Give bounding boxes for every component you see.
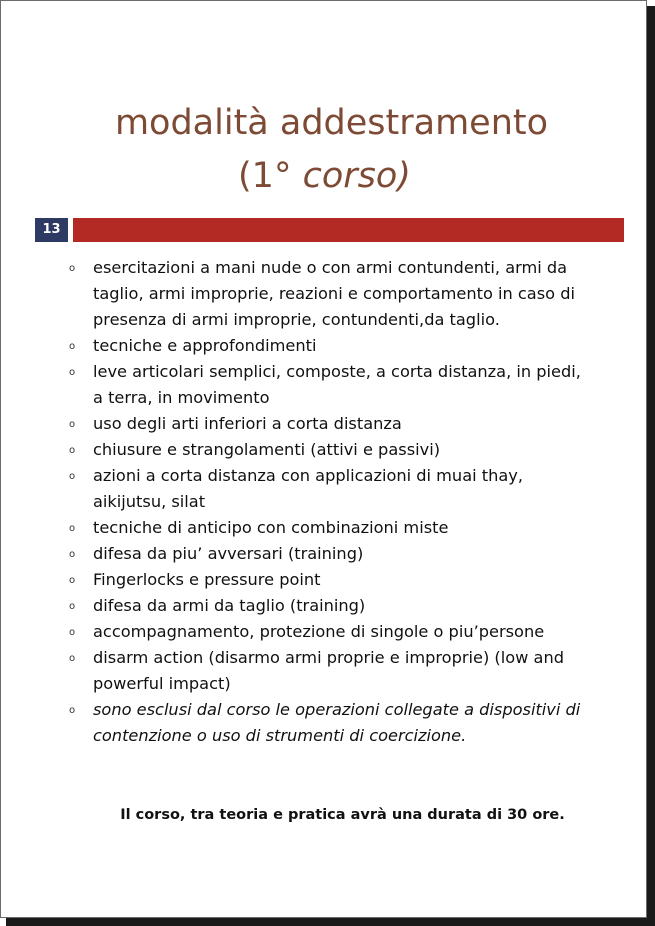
circle-bullet-icon: o	[69, 445, 76, 456]
circle-bullet-icon: o	[69, 549, 76, 560]
page-shadow-bottom	[6, 918, 655, 926]
circle-bullet-icon: o	[69, 523, 76, 534]
list-item: o Fingerlocks e pressure point	[69, 567, 594, 593]
list-item: o uso degli arti inferiori a corta distanza	[69, 411, 594, 437]
circle-bullet-icon: o	[69, 653, 76, 664]
circle-bullet-icon: o	[69, 601, 76, 612]
list-item: o esercitazioni a mani nude o con armi contundenti, armi da taglio, armi improprie, reazioni e comportamento in caso di presenza di armi improprie, contundenti,da taglio.	[69, 258, 575, 329]
list-item: o azioni a corta distanza con applicazioni di muai thay, aikijutsu, silat	[69, 466, 524, 511]
circle-bullet-icon: o	[69, 341, 76, 352]
circle-bullet-icon: o	[69, 575, 76, 586]
list-item: o tecniche e approfondimenti	[69, 333, 594, 359]
circle-bullet-icon: o	[69, 705, 76, 716]
list-item: o tecniche di anticipo con combinazioni miste	[69, 515, 594, 541]
page-shadow-right	[647, 6, 655, 926]
list-item: o chiusure e strangolamenti (attivi e passivi)	[69, 437, 594, 463]
title-line-1: modalità addestramento	[114, 103, 549, 143]
title-line-2-italic: corso)	[302, 156, 411, 196]
circle-bullet-icon: o	[69, 367, 76, 378]
slide-number-badge: 13	[35, 218, 68, 242]
circle-bullet-icon: o	[69, 471, 76, 482]
circle-bullet-icon: o	[69, 263, 76, 274]
list-item: o accompagnamento, protezione di singole o piu’persone	[69, 619, 594, 645]
title-divider-bar	[73, 218, 624, 242]
list-item: o sono esclusi dal corso le operazioni collegate a dispositivi di contenzione o uso di strumenti di coercizione.	[69, 700, 581, 745]
title-line-2	[1, 154, 648, 198]
bullet-list	[69, 255, 594, 749]
title-line-2-prefix: (1°	[238, 156, 303, 196]
course-duration-note: Il corso, tra teoria e pratica avrà una durata di 30 ore.	[120, 807, 565, 823]
list-item: o difesa da piu’ avversari (training)	[69, 541, 594, 567]
circle-bullet-icon: o	[69, 419, 76, 430]
slide-title	[1, 101, 648, 198]
list-item: o difesa da armi da taglio (training)	[69, 593, 594, 619]
list-item: o leve articolari semplici, composte, a corta distanza, in piedi, a terra, in movimento	[69, 362, 581, 407]
circle-bullet-icon: o	[69, 627, 76, 638]
list-item: o disarm action (disarmo armi proprie e improprie) (low and powerful impact)	[69, 648, 564, 693]
